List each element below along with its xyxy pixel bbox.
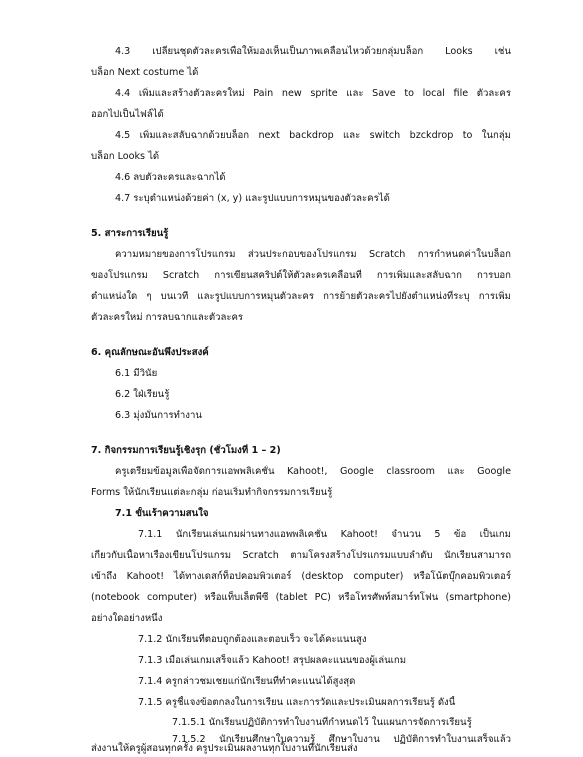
item-4-4-line-2: ออกไปเป็นไฟล์ได้ bbox=[91, 109, 164, 120]
item-7-1-4: 7.1.4 ครูกล่าวชมเชยแก่นักเรียนที่ทำคะแนนได้สูงสุด bbox=[138, 676, 356, 687]
heading-section-6: 6. คุณลักษณะอันพึงประสงค์ bbox=[91, 347, 209, 358]
item-7-1-1-line-5: อย่างใดอย่างหนึ่ง bbox=[91, 613, 163, 624]
item-4-7: 4.7 ระบุตำแหน่งด้วยค่า (x, y) และรูปแบบการหมุนของตัวละครได้ bbox=[115, 193, 390, 204]
item-7-1-1-line-3: เข้าถึง Kahoot! ได้ทางเดสก์ท็อปคอมพิวเตอร์ (desktop computer) หรือโน้ตบุ๊กคอมพิวเตอร์ bbox=[91, 571, 511, 582]
section-5-paragraph-line-2: ของโปรแกรม Scratch การเขียนสคริปต์ให้ตัวละครเคลื่อนที่ การเพิ่มและสลับฉาก การบอก bbox=[91, 270, 511, 281]
section-7-intro-line-2: Forms ให้นักเรียนแต่ละกลุ่ม ก่อนเริ่มทำกิจกรรมการเรียนรู้ bbox=[91, 487, 333, 498]
item-7-1-5-1: 7.1.5.1 นักเรียนปฏิบัติการทำใบงานที่กำหนดไว้ ในแผนการจัดการเรียนรู้ bbox=[172, 717, 472, 728]
item-4-6: 4.6 ลบตัวละครและฉากได้ bbox=[115, 172, 226, 183]
item-4-3-line-1: 4.3 เปลี่ยนชุดตัวละครเพื่อให้มองเห็นเป็นภาพเคลื่อนไหวด้วยกลุ่มบล็อก Looks เช่น bbox=[115, 46, 511, 57]
item-6-3: 6.3 มุ่งมั่นการทำงาน bbox=[115, 410, 202, 421]
item-7-1-3: 7.1.3 เมื่อเล่นเกมเสร็จแล้ว Kahoot! สรุปผลคะแนนของผู้เล่นเกม bbox=[138, 655, 407, 666]
item-4-5-line-2: บล็อก Looks ได้ bbox=[91, 151, 160, 162]
item-7-1-1-line-2: เกี่ยวกับเนื้อหาเรื่องเขียนโปรแกรม Scratch ตามโครงสร้างโปรแกรมแบบลำดับ นักเรียนสามารถ bbox=[91, 550, 511, 561]
item-4-4-line-1: 4.4 เพิ่มและสร้างตัวละครใหม่ Pain new sprite และ Save to local file ตัวละคร bbox=[115, 88, 511, 99]
item-4-5-line-1: 4.5 เพิ่มและสลับฉากด้วยบล็อก next backdrop และ switch bzckdrop to ในกลุ่ม bbox=[115, 130, 511, 141]
item-7-1-1-line-1: 7.1.1 นักเรียนเล่นเกมผ่านทางแอพพลิเคชั่น Kahoot! จำนวน 5 ข้อ เป็นเกม bbox=[138, 529, 511, 540]
item-6-1: 6.1 มีวินัย bbox=[115, 368, 158, 379]
heading-7-1: 7.1 ขั้นเร้าความสนใจ bbox=[115, 508, 209, 519]
section-5-paragraph-line-4: ตัวละครใหม่ การลบฉากและตัวละคร bbox=[91, 312, 244, 323]
heading-section-7: 7. กิจกรรมการเรียนรู้เชิงรุก (ชั่วโมงที่ 1 – 2) bbox=[91, 445, 281, 456]
section-5-paragraph-line-1: ความหมายของการโปรแกรม ส่วนประกอบของโปรแกรม Scratch การกำหนดค่าในบล็อก bbox=[115, 249, 511, 260]
heading-section-5: 5. สาระการเรียนรู้ bbox=[91, 228, 169, 239]
item-4-3-line-2: บล็อก Next costume ได้ bbox=[91, 67, 199, 78]
item-6-2: 6.2 ใฝ่เรียนรู้ bbox=[115, 389, 170, 400]
item-7-1-5-2-line-2: ส่งงานให้ครูผู้สอนทุกครั้ง ครูประเมินผลงานทุกใบงานที่นักเรียนส่ง bbox=[91, 743, 358, 754]
item-7-1-2: 7.1.2 นักเรียนที่ตอบถูกต้องและตอบเร็ว จะได้คะแนนสูง bbox=[138, 634, 367, 645]
section-5-paragraph-line-3: ตำแหน่งใด ๆ บนเวที และรูปแบบการหมุนตัวละคร การย้ายตัวละครไปยังตำแหน่งที่ระบุ การเพิ่ม bbox=[91, 291, 511, 302]
item-7-1-5-2-line-1: 7.1.5.2 นักเรียนศึกษาใบความรู้ ศึกษาใบงาน ปฏิบัติการทำใบงานเสร็จแล้ว bbox=[172, 734, 511, 745]
item-7-1-5: 7.1.5 ครูชี้แจงข้อตกลงในการเรียน และการวัดและประเมินผลการเรียนรู้ ดังนี้ bbox=[138, 697, 456, 708]
section-7-intro-line-1: ครูเตรียมข้อมูลเพื่อจัดการแอพพลิเคชั่น Kahoot!, Google classroom และ Google bbox=[115, 466, 511, 477]
item-7-1-1-line-4: (notebook computer) หรือแท็บเล็ตพีซี (tablet PC) หรือโทรศัพท์สมาร์ทโฟน (smartphone) bbox=[91, 592, 511, 603]
